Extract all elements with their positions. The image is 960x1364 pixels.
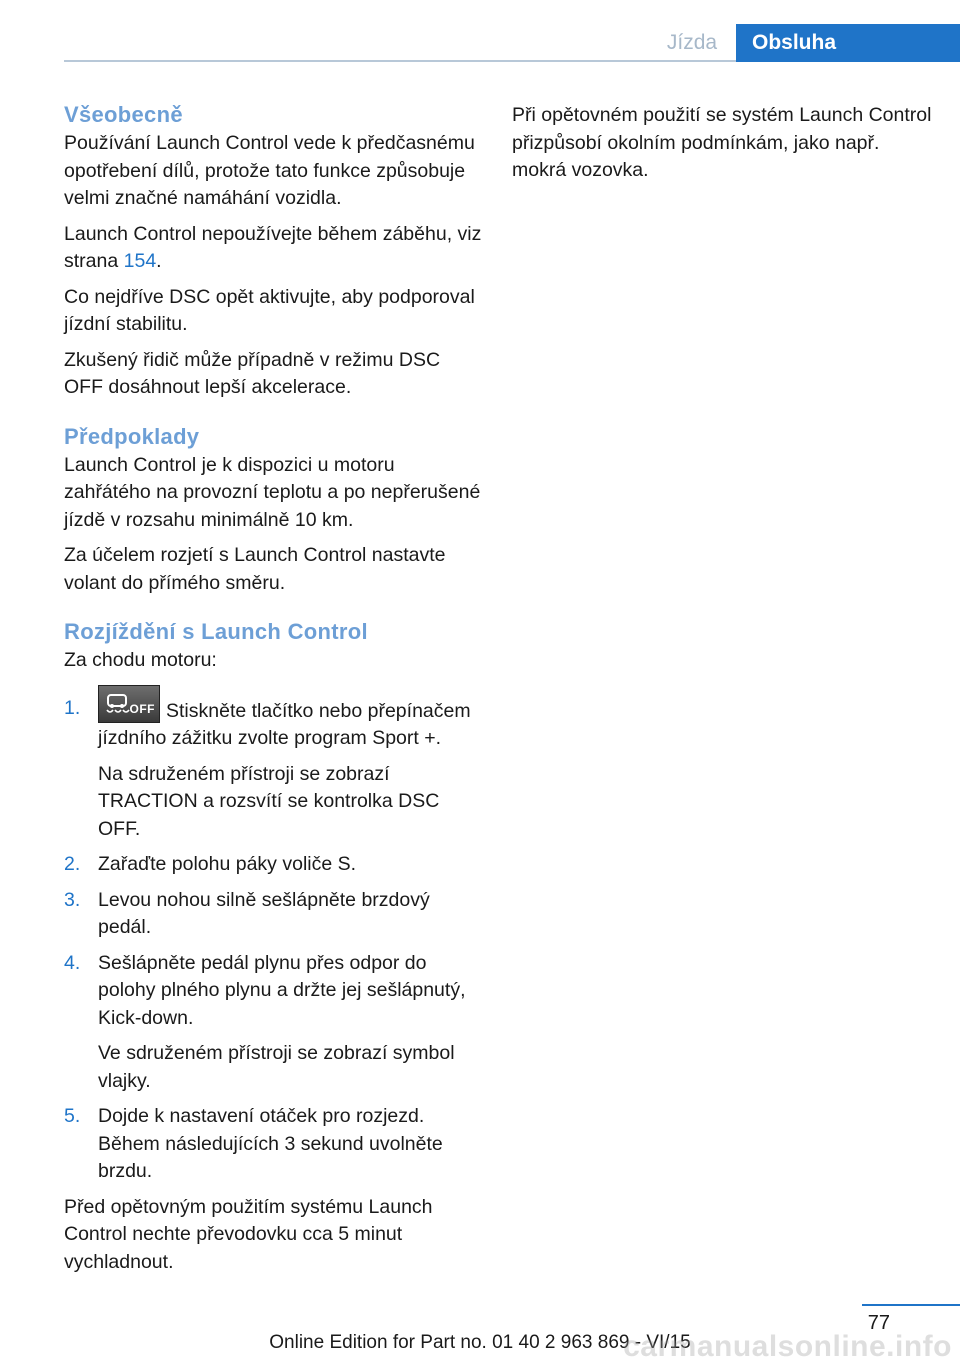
step-subtext: Ve sdruženém přístroji se zobrazí symbol vlajky.	[98, 1042, 455, 1092]
paragraph: Používání Launch Control vede k předčasnému opotřebení dílů, protože tato funkce způsobuje velmi značné namáhání vozidla.	[64, 132, 475, 209]
paragraph: Zkušený řidič může případně v režimu DSC OFF dosáhnout lepší akcelerace.	[64, 348, 441, 398]
list-item	[64, 851, 484, 879]
step-number: 1.	[64, 696, 81, 719]
step-number: 5.	[64, 1105, 81, 1127]
step-subtext: Na sdruženém přístroji se zobrazí TRACTION a rozsvítí se kontrolka DSC OFF.	[98, 762, 440, 840]
footer-rule	[862, 1304, 960, 1306]
edition-footer: Online Edition for Part no. 01 40 2 963 869 - VI/15	[269, 1332, 691, 1353]
page-link[interactable]: 154	[123, 250, 157, 272]
step-text: Dojde k nastavení otáček pro rozjezd. Během následujících 3 sekund uvolněte brzdu.	[98, 1105, 443, 1182]
step-number: 3.	[64, 888, 81, 911]
list-item	[64, 695, 484, 844]
step-number: 2.	[64, 853, 81, 875]
section-title-launch-control: Rozjíždění s Launch Control	[64, 619, 368, 644]
watermark: carmanualsonline.info	[623, 1330, 952, 1363]
tab-jizda[interactable]: Jízda	[666, 31, 718, 54]
paragraph: Launch Control je k dispozici u motoru zahřátého na provozní teplotu a po nepřerušené jízdě v rozsahu minimálně 10 km.	[64, 453, 481, 531]
section-title-prerequisites: Předpoklady	[64, 423, 200, 449]
dsc-off-button-icon	[98, 685, 160, 723]
list-item	[64, 950, 484, 1096]
step-text: Levou nohou silně sešlápněte brzdový pedál.	[98, 888, 430, 938]
paragraph-with-link	[64, 221, 484, 276]
tab-obsluha[interactable]: Obsluha	[736, 24, 960, 62]
paragraph: Za účelem rozjetí s Launch Control nastavte volant do přímého směru.	[64, 544, 446, 594]
list-item	[64, 1103, 484, 1186]
paragraph: Co nejdříve DSC opět aktivujte, aby podporoval jízdní stabilitu.	[64, 285, 475, 335]
step-text: Sešlápněte pedál plynu přes odpor do polohy plného plynu a držte jej sešlápnutý, Kick-down.	[98, 951, 466, 1029]
page-number: 77	[867, 1312, 890, 1334]
step-text: Stiskněte tlačítko nebo přepínačem jízdního zážitku zvolte program Sport +.	[98, 699, 471, 749]
section-title-general: Všeobecně	[64, 102, 183, 127]
paragraph-text: Launch Control nepoužívejte během záběhu, viz strana	[64, 222, 482, 272]
paragraph-text: .	[156, 250, 162, 272]
step-text: Zařaďte polohu páky voliče S.	[98, 853, 357, 875]
steps-list	[64, 695, 484, 1186]
paragraph: Za chodu motoru:	[64, 649, 217, 671]
dsc-off-label: OFF	[129, 701, 155, 716]
list-item	[64, 887, 484, 942]
right-column	[512, 102, 932, 193]
paragraph: Před opětovným použitím systému Launch Control nechte převodovku cca 5 minut vychladnout.	[64, 1195, 433, 1273]
left-column	[64, 100, 484, 1284]
step-number: 4.	[64, 951, 81, 974]
paragraph: Při opětovném použití se systém Launch Control přizpůsobí okolním podmínkám, jako např. mokrá vozovka.	[512, 104, 932, 181]
